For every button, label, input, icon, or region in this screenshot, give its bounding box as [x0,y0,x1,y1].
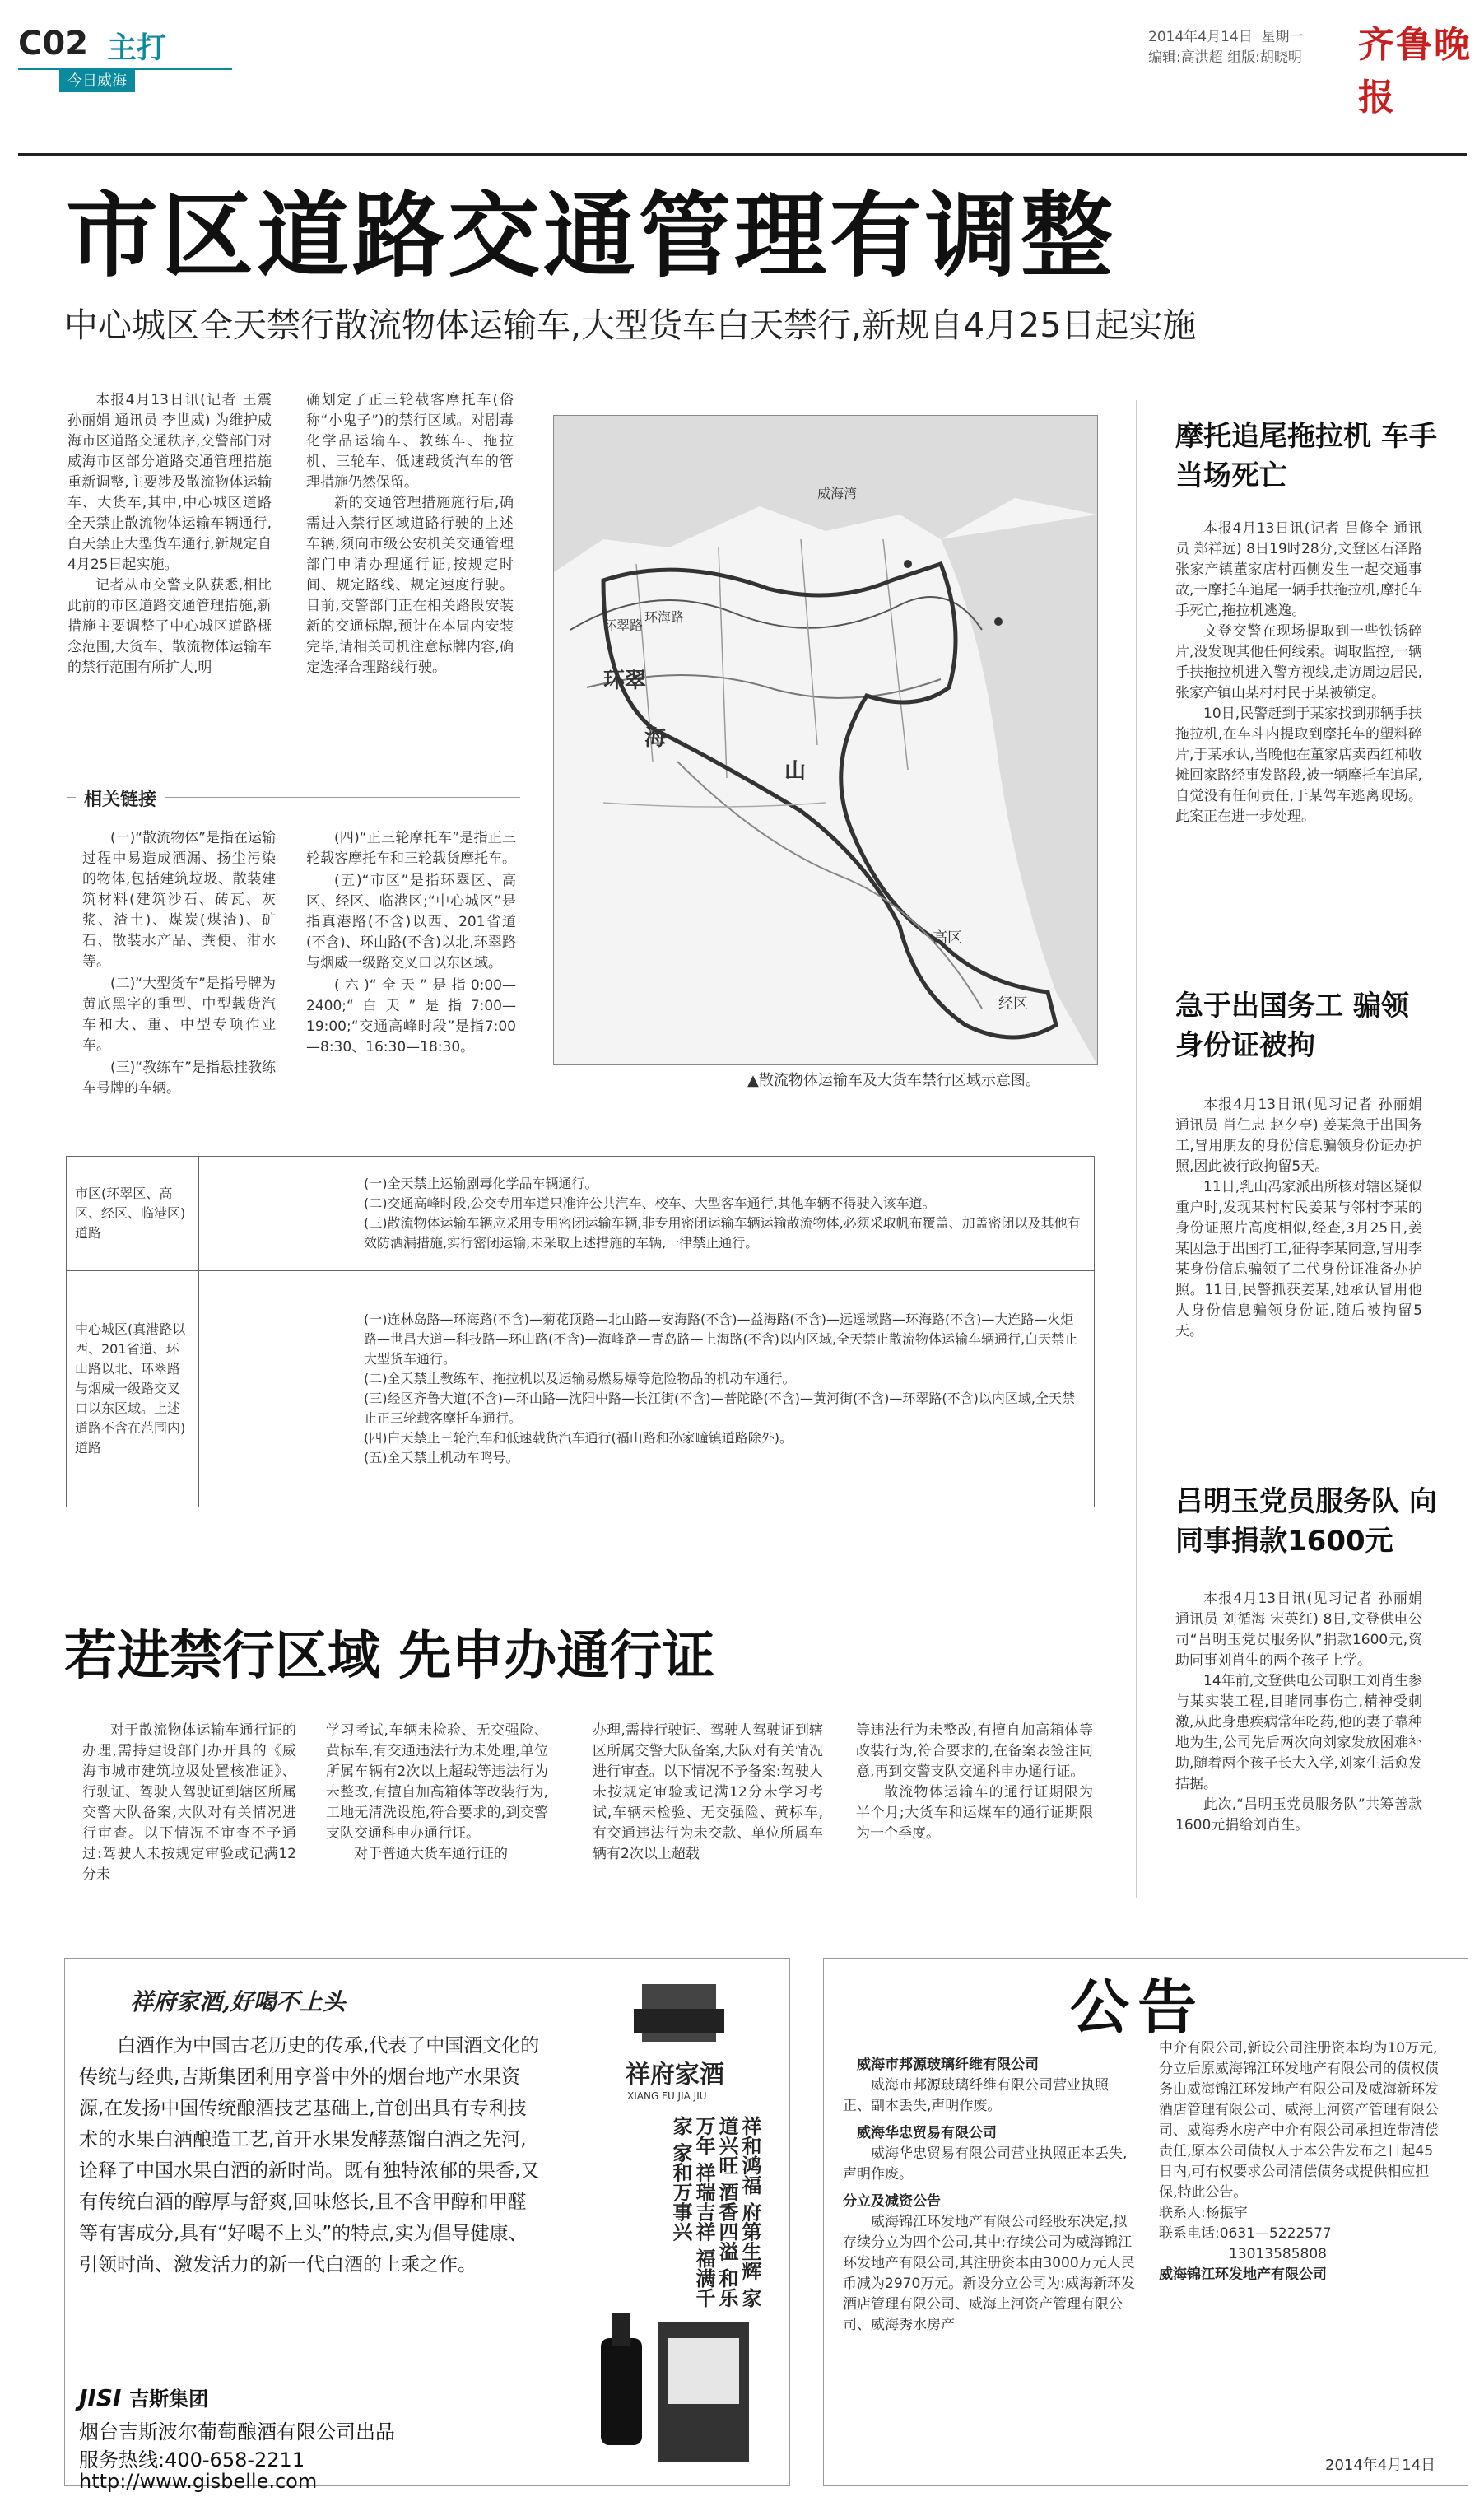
story3-body: 本报4月13日讯(见习记者 孙丽娟 通讯员 刘循海 宋英红) 8日,文登供电公司“吕明玉党员服务队”捐款1600元,资助同事刘肖生的两个孩子上学。 14年前,文登供电公司职工刘肖生参与某实装工程,目睹同事伤亡,精神受刺激,从此身患疾病常年吃药,他的妻子靠种地为生,公司先后两次向刘家发放困难补助,随着两个孩子长大入学,刘家生活愈发拮据。 此次,“吕明玉党员服务队”共筹善款1600元捐给刘肖生。 [1175,1591,1422,1833]
ad-url: http://www.gisbelle.com [79,2470,318,2493]
related-links-col-2: (四)“正三轮摩托车”是指正三轮载客摩托车和三轮载货摩托车。 (五)“市区”是指环翠区、高区、经区、临港区;“中心城区”是指真港路(不含)以西、201省道(不含)、环山路(不含)以北,环翠路与烟威一级路交叉口以东区域。 (六)“全天”是指0:00—2400;“白天”是指7:00—19:00;“交通高峰时段”是指7:00—8:30、16:30—18:30。 [306,830,516,1055]
subsection-label: 今日威海 [59,68,135,92]
map-label-0: 威海湾 [817,486,858,501]
map-drawing [554,416,1097,1064]
table-cell-rules: (一)连林岛路—环海路(不含)—菊花顶路—北山路—安海路(不含)—益海路(不含)—远遥墩路—环海路(不含)—大连路—火炬路—世昌大道—科技路—环山路(不含)—海峰路—青岛路—上海路(不含)以内区域,全天禁止散流物体运输车辆通行,白天禁止大型货车通行。 (二)全天禁止教练车、拖拉机以及运输易燃易爆等危险物品的机动车通行。 (三)经区齐鲁大道(不含)—环山路—沈阳中路—长江街(不含)—普陀路(不含)—黄河街(不含)—环翠路(不含)以内区域,全天禁止正三轮载客摩托车通行。 (四)白天禁止三轮汽车和低速载货汽车通行(福山路和孙家疃镇道路除外)。 (五)全天禁止机动车鸣号。 [199,1271,1095,1507]
sidebar-divider [1136,400,1137,1898]
table-cell-area: 市区(环翠区、高区、经区、临港区)道路 [67,1157,199,1271]
map-label-1: 环海路 [644,609,685,625]
related-links-col-1: (一)“散流物体”是指在运输过程中易造成洒漏、扬尘污染的物体,包括建筑垃圾、散装建筑材料(建筑沙石、砖瓦、灰浆、渣土)、煤炭(煤渣)、矿石、散装水产品、粪便、泔水等。 (二)“大型货车”是指号牌为黄底黑字的重型、中型载货汽车和大、重、中型专项作业车。 (三)“教练车”是指悬挂教练车号牌的车辆。 [82,830,276,1097]
article-col-1: 本报4月13日讯(记者 王震 孙丽娟 通讯员 李世威) 为维护威海市区道路交通秩序,交警部门对威海市区部分道路交通管理措施重新调整,主要涉及散流物体运输车、大货车,其中,中心城区道路全天禁止散流物体运输车辆通行,白天禁止大型货车通行,新规定自4月25日起实施。 记者从市交警支队获悉,相比此前的市区道路交通管理措施,新措施主要调整了中心城区道路概念范围,大货车、散流物体运输车的禁行范围有所扩大,明 [67,392,272,676]
article-col-2: 确划定了正三轮载客摩托车(俗称“小鬼子”)的禁行区域。对剧毒化学品运输车、教练车、拖拉机、三轮车、低速载货汽车的管理措施仍然保留。 新的交通管理措施施行后,确需进入禁行区域道路行驶的上述车辆,须向市级公安机关交通管理部门申请办理通行证,按规定时间、规定路线、规定速度行驶。目前,交警部门正在相关路段安装新的交通标牌,预计在本周内安装完毕,请相关司机注意标牌内容,确定选择合理路线行驶。 [306,392,514,676]
issue-date: 2014年4月14日 星期一 [1148,29,1304,45]
map-label-6: 高区 [933,929,962,947]
story1-title: 摩托追尾拖拉机 车手当场死亡 [1175,420,1437,492]
article2-col-1: 对于散流物体运输车通行证的办理,需持建设部门办开具的《威海市城市建筑垃圾处置核准证》、行驶证、驾驶人驾驶证到辖区所属交警大队备案,大队对有关情况进行审查。以下情况不审查不予通过:驾驶人未按规定审验或记满12分未 [82,1722,296,1883]
ad-company: 烟台吉斯波尔葡萄酿酒有限公司出品 [79,2420,395,2443]
page-code: C02 [18,25,89,63]
editor-credits: 编辑:高洪超 组版:胡晓明 [1148,49,1302,66]
notice-left-col: 威海市邦源玻璃纤维有限公司 威海市邦源玻璃纤维有限公司营业执照正、副本丢失,声明作废。 威海华忠贸易有限公司 威海华忠贸易有限公司营业执照正本丢失,声明作废。 分立及减资公告 威海锦江环发地产有限公司经股东决定,拟存续分立为四个公司,其中:存续公司为威海锦江环发地产有限公司,其注册资本由3000万元人民币减为2970万元。新设分立公司为:威海新环发酒店管理有限公司、威海上河资产管理有限公司、威海秀水房产 [843,2057,1135,2333]
article2-col-2: 学习考试,车辆未检验、无交强险、黄标车,有交通违法行为未处理,单位所属车辆有2次以上超载等违法行为未整改,有擅自加高箱体等改装行为,工地无清洗设施,符合要求的,到交警支队交通科申办通行证。 对于普通大货车通行证的 [326,1722,548,1862]
header-rule [18,153,1467,156]
story2-title: 急于出国务工 骗领身份证被拘 [1175,990,1409,1062]
table-cell-rules: (一)全天禁止运输剧毒化学品车辆通行。 (二)交通高峰时段,公交专用车道只准许公共汽车、校车、大型客车通行,其他车辆不得驶入该车道。 (三)散流物体运输车辆应采用专用密闭运输车辆,非专用密闭运输车辆运输散流物体,必须采取帆布覆盖、加盖密闭以及其他有效防洒漏措施,实行密闭运输,未采取上述措施的车辆,一律禁止通行。 [199,1157,1095,1271]
main-headline: 市区道路交通管理有调整 [66,183,1116,290]
map-label-3: 海 [644,726,667,751]
ad-body: 白酒作为中国古老历史的传承,代表了中国酒文化的传统与经典,吉斯集团利用享誉中外的烟台地产水果资源,在发扬中国传统酿酒技艺基础上,首创出具有专利技术的水果白酒酿造工艺,首开水果发酵蒸馏白酒之先河,诠释了中国水果白酒的新时尚。既有独特浓郁的果香,又有传统白酒的醇厚与舒爽,回味悠长,且不含甲醇和甲醛等有害成分,具有“好喝不上头”的特点,实为倡导健康、引领时尚、激发活力的新一代白酒的上乘之作。 [79,2035,540,2276]
restriction-map [553,415,1098,1065]
product-pinyin: XIANG FU JIA JIU [627,2090,707,2102]
paper-logo: 齐鲁晚报 [1358,24,1472,119]
article2-col-4: 等违法行为未整改,有擅自加高箱体等改装行为,符合要求的,在备案表签注同意,再到交警支队交通科申办通行证。 散流物体运输车的通行证期限为半个月;大货车和运煤车的通行证期限为一个季度。 [856,1722,1093,1842]
sub-headline: 中心城区全天禁行散流物体运输车,大型货车白天禁行,新规自4月25日起实施 [64,305,1197,345]
notice-date: 2014年4月14日 [1325,2457,1436,2474]
table-row [67,1157,1095,1271]
rules-table [66,1156,1095,1507]
header-rule-left [18,68,232,70]
ad-hotline: 服务热线:400-658-2211 [79,2448,305,2471]
notice-right-col: 中介有限公司,新设公司注册资本均为10万元,分立后原威海锦江环发地产有限公司的债权债务由威海锦江环发地产有限公司及威海新环发酒店管理有限公司、威海上河资产管理有限公司、威海秀水房产中介有限公司承担连带清偿责任,原本公司债权人于本公告发布之日起45日内,可有权要求公司清偿债务或提供相应担保,特此公告。 联系人:杨振宇 联系电话:0631—5222577 13013585808 威海锦江环发地产有限公司 [1159,2040,1439,2283]
story1-body: 本报4月13日讯(记者 吕修全 通讯员 郑祥远) 8日19时28分,文登区石泽路张家产镇董家店村西侧发生一起交通事故,一摩托车追尾一辆手扶拖拉机,摩托车手死亡,拖拉机逃逸。 文登交警在现场提取到一些铁锈碎片,没发现其他任何线索。调取监控,一辆手扶拖拉机进入警方视线,走访周边居民,张家产镇山某村村民于某被锁定。 10日,民警赶到于某家找到那辆手扶拖拉机,在车斗内提取到摩托车的塑料碎片,于某承认,当晚他在董家店卖西红柿收摊回家路经事发路段,被一辆摩托车追尾,自觉没有任何责任,于某驾车逃离现场。此案正在进一步处理。 [1175,520,1422,825]
map-label-2: 环翠 [603,669,647,693]
product-name: 祥府家酒 [626,2061,724,2089]
article2-col-3: 办理,需持行驶证、驾驶人驾驶证到辖区所属交警大队备案,大队对有关情况进行审查。以下情况不予备案:驾驶人未按规定审验或记满12分未学习考试,车辆未检验、无交强险、黄标车,有交通违法行为未交款、单位所属车辆有2次以上超载 [593,1722,823,1862]
map-label-5: 环翠路 [603,617,644,633]
table-row [67,1271,1095,1507]
story2-body: 本报4月13日讯(见习记者 孙丽娟 通讯员 肖仁忠 赵夕亭) 姜某急于出国务工,冒用朋友的身份信息骗领身份证办护照,因此被行政拘留5天。 11日,乳山冯家派出所核对辖区疑似重户时,发现某村村民姜某与邻村李某的身份证照片高度相似,经查,3月25日,姜某因急于出国打工,征得李某同意,冒用李某身份信息骗领了二代身份证准备办护照。11日,民警抓获姜某,她承认冒用他人身份信息骗领身份证,随后被拘留5天。 [1175,1097,1422,1339]
article2-title: 若进禁行区域 先申办通行证 [64,1626,715,1687]
product-poem: 祥和鸿福 府第生辉 家道兴旺 酒香四溢 和乐万年 祥瑞吉祥 福满千家 家和万事兴 [669,2116,761,2308]
map-label-4: 山 [784,759,807,784]
table-cell-area: 中心城区(真港路以西、201省道、环山路以北、环翠路与烟威一级路交叉口以东区域。上述道路不含在范围内)道路 [67,1271,199,1507]
section-title: 主打 [107,31,167,65]
map-label-7: 经区 [998,995,1028,1013]
notice-title: 公告 [1070,1973,1206,2042]
related-links-title: 相关链接 [76,785,165,811]
map-caption: ▲散流物体运输车及大货车禁行区域示意图。 [747,1072,1040,1089]
ad-slogan: 祥府家酒,好喝不上头 [130,1988,346,2015]
brand-logo: JISI 吉斯集团 [79,2384,209,2411]
story3-title: 吕明玉党员服务队 向同事捐款1600元 [1175,1485,1437,1558]
